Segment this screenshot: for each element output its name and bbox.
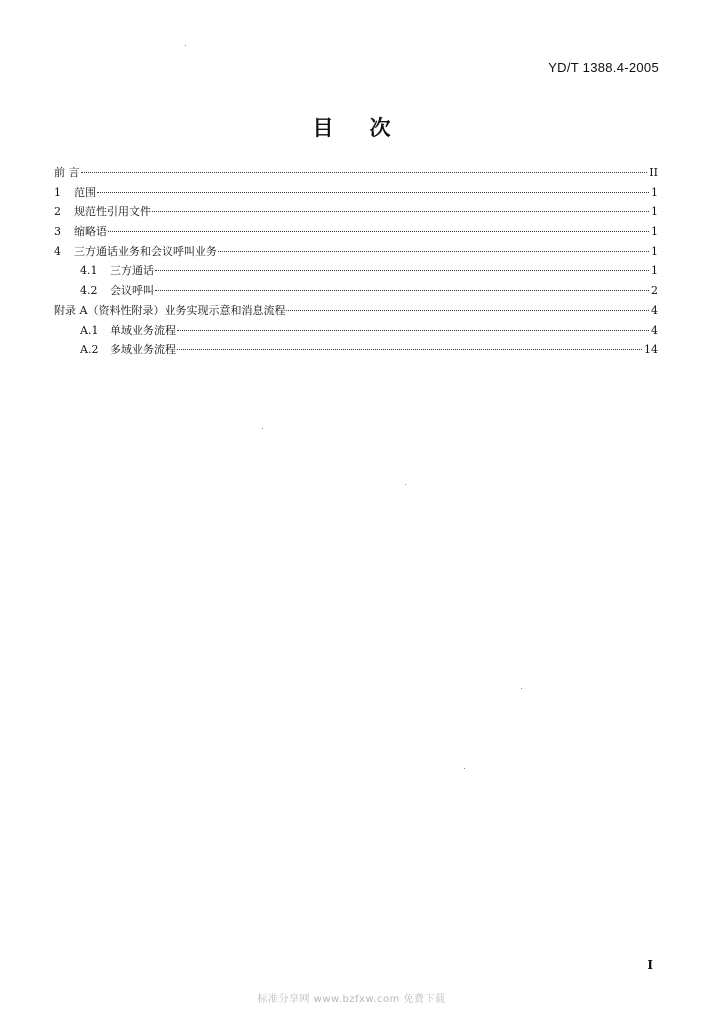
dot-leader (177, 330, 649, 331)
toc-entry-abbreviations[interactable] (54, 222, 658, 242)
toc-entry-number: 3 (54, 225, 61, 239)
standard-code: YD/T 1388.4-2005 (548, 60, 659, 75)
toc-entry-conference-call[interactable] (54, 281, 658, 301)
toc-entry-label: 规范性引用文件 (74, 205, 151, 219)
dot-leader (81, 172, 648, 173)
scan-speck (521, 688, 522, 689)
toc-entry-multi-domain-flow[interactable] (54, 340, 658, 360)
dot-leader (286, 310, 649, 311)
toc-entry-label: 前 言 (54, 166, 80, 179)
table-of-contents (54, 163, 658, 360)
scan-speck (262, 428, 263, 429)
dot-leader (152, 211, 649, 212)
toc-entry-label: 附录 A（资料性附录）业务实现示意和消息流程 (54, 303, 286, 317)
dot-leader (155, 290, 649, 291)
toc-entry-label: 三方通话 (110, 264, 154, 278)
toc-entry-label: 多域业务流程 (110, 343, 176, 357)
toc-entry-label: 缩略语 (74, 225, 107, 239)
toc-entry-label: 范围 (74, 185, 96, 199)
toc-entry-number: A.1 (80, 323, 99, 337)
toc-entry-single-domain-flow[interactable] (54, 321, 658, 341)
toc-entry-page: 1 (651, 264, 658, 278)
toc-entry-page: II (649, 166, 658, 179)
scan-speck (185, 45, 186, 46)
dot-leader (177, 349, 642, 350)
toc-entry-page: 1 (651, 244, 658, 258)
toc-entry-number: 4.1 (80, 264, 98, 278)
toc-entry-normative-references[interactable] (54, 202, 658, 222)
toc-entry-page: 1 (651, 225, 658, 239)
toc-entry-page: 1 (651, 185, 658, 199)
toc-entry-number: 2 (54, 205, 61, 219)
toc-entry-three-way-calling[interactable] (54, 261, 658, 281)
toc-entry-label: 单域业务流程 (110, 323, 176, 337)
page-number: I (647, 958, 653, 972)
toc-entry-label: 会议呼叫 (110, 284, 154, 298)
toc-entry-page: 4 (651, 303, 658, 317)
toc-entry-page: 4 (651, 323, 658, 337)
toc-entry-number: A.2 (80, 343, 99, 357)
scan-speck (405, 484, 406, 485)
dot-leader (218, 251, 649, 252)
toc-entry-number: 4 (54, 244, 61, 258)
page-title: 目次 (312, 116, 427, 140)
dot-leader (155, 270, 649, 271)
toc-entry-scope[interactable] (54, 183, 658, 203)
toc-entry-number: 4.2 (80, 284, 98, 298)
scan-speck (464, 768, 465, 769)
toc-entry-services[interactable] (54, 242, 658, 262)
dot-leader (108, 231, 649, 232)
toc-entry-label: 三方通话业务和会议呼叫业务 (74, 244, 217, 258)
toc-entry-page: 2 (651, 284, 658, 298)
toc-entry-page: 1 (651, 205, 658, 219)
dot-leader (97, 192, 649, 193)
toc-entry-annex-a[interactable] (54, 301, 658, 321)
toc-entry-page: 14 (644, 343, 658, 357)
toc-entry-number: 1 (54, 185, 61, 199)
toc-entry-foreword[interactable] (54, 163, 658, 183)
watermark: 标准分享网 www.bzfxw.com 免费下载 (257, 994, 446, 1005)
